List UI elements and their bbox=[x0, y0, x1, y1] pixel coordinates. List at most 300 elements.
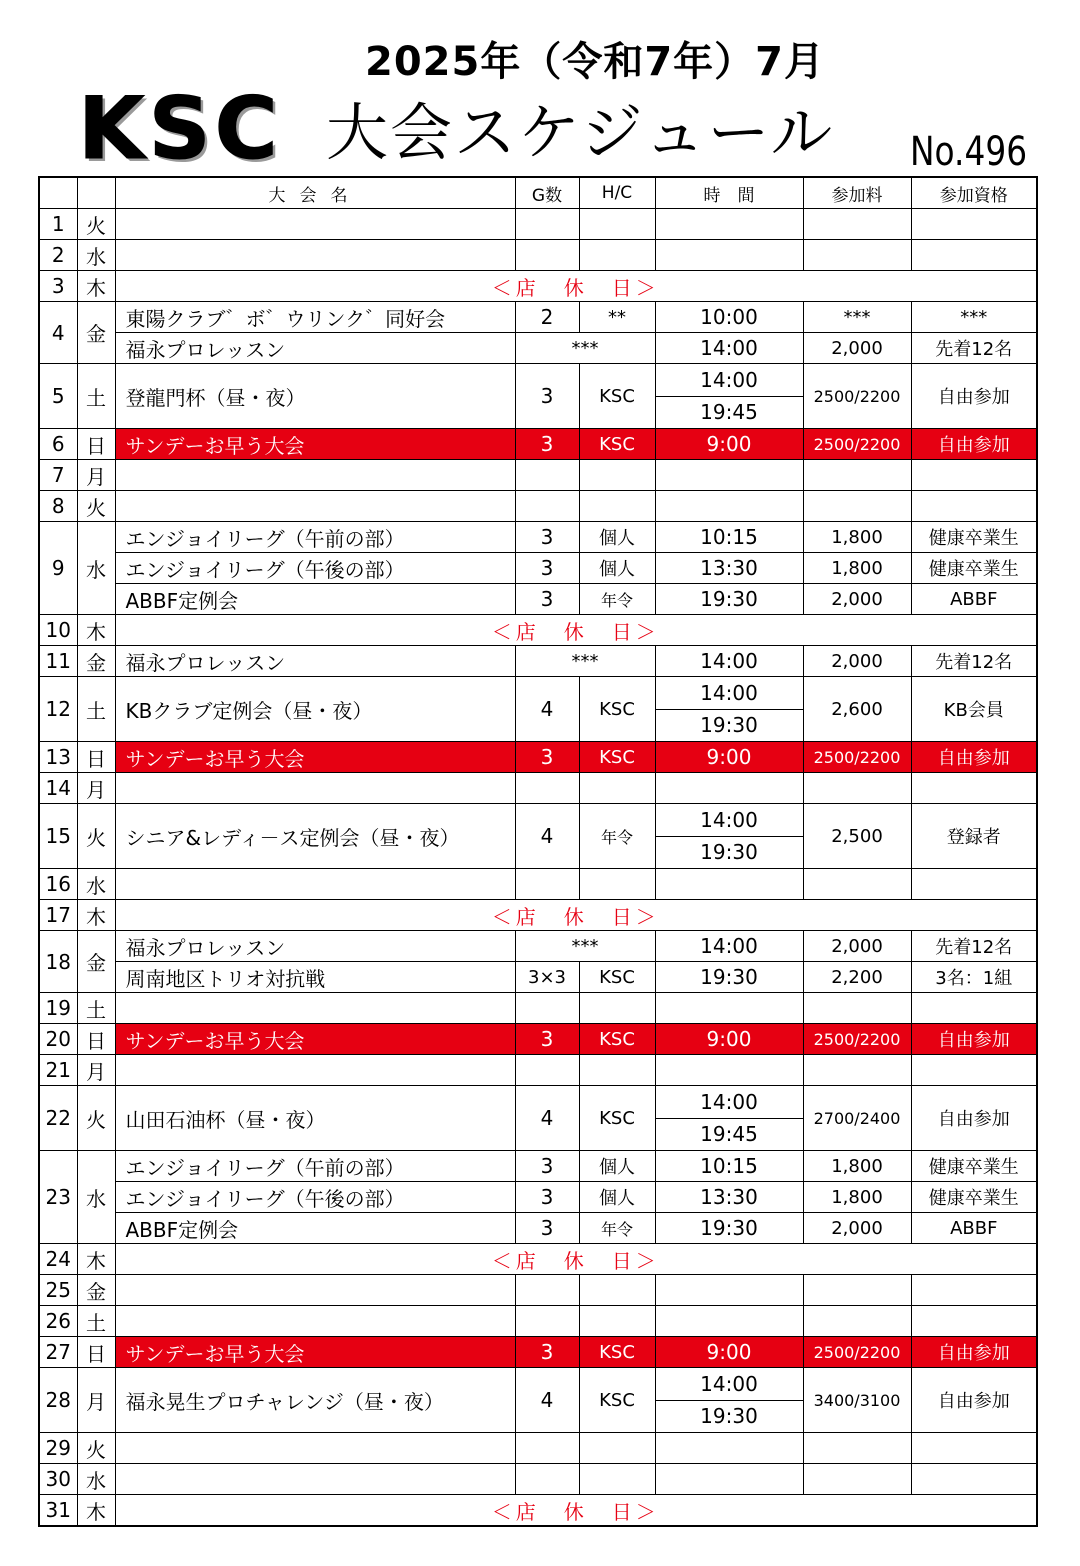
dow-cell: 月 bbox=[77, 1055, 115, 1086]
time-cell: 19:30 bbox=[655, 584, 803, 615]
qual-cell: 自由参加 bbox=[911, 1368, 1037, 1433]
table-row bbox=[39, 584, 1037, 615]
table-row bbox=[39, 993, 1037, 1024]
time-night: 19:30 bbox=[700, 1404, 758, 1429]
time-cell: 9:00 bbox=[655, 742, 803, 773]
dow-cell: 土 bbox=[77, 1306, 115, 1337]
fee-cell: 2,000 bbox=[803, 1213, 911, 1244]
empty-cell bbox=[655, 993, 803, 1024]
empty-cell bbox=[803, 460, 911, 491]
empty-cell bbox=[115, 1055, 515, 1086]
table-row bbox=[39, 900, 1037, 931]
empty-cell bbox=[115, 1275, 515, 1306]
empty-cell bbox=[803, 993, 911, 1024]
dow-cell: 月 bbox=[77, 1368, 115, 1433]
dow-cell: 火 bbox=[77, 804, 115, 869]
games-cell: 3 bbox=[515, 522, 579, 553]
games-cell: 3 bbox=[515, 1151, 579, 1182]
fee-cell: 2500/2200 bbox=[803, 742, 911, 773]
empty-cell bbox=[115, 460, 515, 491]
day-cell: 24 bbox=[39, 1244, 77, 1275]
empty-cell bbox=[515, 1306, 579, 1337]
day-cell: 14 bbox=[39, 773, 77, 804]
dow-cell: 土 bbox=[77, 364, 115, 429]
empty-cell bbox=[515, 460, 579, 491]
table-row bbox=[39, 209, 1037, 240]
table-row bbox=[39, 931, 1037, 962]
time-day: 14:00 bbox=[656, 804, 803, 837]
hc-cell: 個人 bbox=[579, 522, 655, 553]
hc-cell: 年令 bbox=[579, 1213, 655, 1244]
games-hc-cell: *** bbox=[515, 931, 655, 962]
table-row bbox=[39, 1086, 1037, 1151]
day-cell: 19 bbox=[39, 993, 77, 1024]
empty-cell bbox=[655, 773, 803, 804]
day-cell: 8 bbox=[39, 491, 77, 522]
empty-cell bbox=[579, 209, 655, 240]
qual-cell: 健康卒業生 bbox=[911, 1182, 1037, 1213]
empty-cell bbox=[911, 1055, 1037, 1086]
empty-cell bbox=[579, 1306, 655, 1337]
time-cell: 13:30 bbox=[655, 1182, 803, 1213]
games-cell: 2 bbox=[515, 302, 579, 333]
empty-cell bbox=[579, 491, 655, 522]
fee-cell: 2,600 bbox=[803, 677, 911, 742]
event-name: シニア&レディ－ス定例会（昼・夜） bbox=[115, 804, 515, 869]
table-row bbox=[39, 1055, 1037, 1086]
event-name: 山田石油杯（昼・夜） bbox=[115, 1086, 515, 1151]
closed-day-label: ＜店 休 日＞ bbox=[115, 615, 1037, 646]
closed-day-label: ＜店 休 日＞ bbox=[115, 900, 1037, 931]
fee-cell: 1,800 bbox=[803, 1151, 911, 1182]
qual-cell: 健康卒業生 bbox=[911, 522, 1037, 553]
empty-cell bbox=[803, 1464, 911, 1495]
hc-cell: 個人 bbox=[579, 553, 655, 584]
games-cell: 3 bbox=[515, 364, 579, 429]
table-row bbox=[39, 1213, 1037, 1244]
day-cell: 17 bbox=[39, 900, 77, 931]
games-cell: 3 bbox=[515, 1024, 579, 1055]
empty-cell bbox=[515, 773, 579, 804]
hc-cell: KSC bbox=[579, 962, 655, 993]
empty-cell bbox=[579, 1464, 655, 1495]
col-games: G数 bbox=[515, 177, 579, 209]
qual-cell: 自由参加 bbox=[911, 1337, 1037, 1368]
col-hc: H/C bbox=[579, 177, 655, 209]
closed-day-label: ＜店 休 日＞ bbox=[115, 271, 1037, 302]
fee-cell: 2,000 bbox=[803, 646, 911, 677]
dow-cell: 水 bbox=[77, 869, 115, 900]
empty-cell bbox=[579, 1055, 655, 1086]
empty-cell bbox=[515, 240, 579, 271]
table-row-highlight bbox=[39, 1337, 1037, 1368]
table-row bbox=[39, 364, 1037, 429]
time-night: 19:45 bbox=[700, 400, 758, 425]
event-name: サンデーお早う大会 bbox=[115, 1337, 515, 1368]
time-day: 14:00 bbox=[656, 364, 803, 397]
hc-cell: ** bbox=[579, 302, 655, 333]
fee-cell: 2,200 bbox=[803, 962, 911, 993]
table-row bbox=[39, 1275, 1037, 1306]
qual-cell: 自由参加 bbox=[911, 1024, 1037, 1055]
empty-cell bbox=[579, 460, 655, 491]
day-cell: 22 bbox=[39, 1086, 77, 1151]
qual-cell: 健康卒業生 bbox=[911, 553, 1037, 584]
day-cell: 21 bbox=[39, 1055, 77, 1086]
fee-cell: 1,800 bbox=[803, 522, 911, 553]
dow-cell: 木 bbox=[77, 615, 115, 646]
dow-cell: 水 bbox=[77, 522, 115, 615]
day-cell: 1 bbox=[39, 209, 77, 240]
dow-cell: 日 bbox=[77, 429, 115, 460]
day-cell: 27 bbox=[39, 1337, 77, 1368]
event-name: 福永プロレッスン bbox=[115, 931, 515, 962]
table-row bbox=[39, 646, 1037, 677]
time-cell: 10:15 bbox=[655, 522, 803, 553]
table-row bbox=[39, 773, 1037, 804]
empty-cell bbox=[515, 491, 579, 522]
qual-cell: 自由参加 bbox=[911, 429, 1037, 460]
qual-cell: KB会員 bbox=[911, 677, 1037, 742]
day-cell: 20 bbox=[39, 1024, 77, 1055]
empty-cell bbox=[655, 869, 803, 900]
day-cell: 28 bbox=[39, 1368, 77, 1433]
fee-cell: 2500/2200 bbox=[803, 364, 911, 429]
hc-cell: KSC bbox=[579, 1086, 655, 1151]
time-day: 14:00 bbox=[656, 1368, 803, 1401]
empty-cell bbox=[515, 1464, 579, 1495]
empty-cell bbox=[115, 773, 515, 804]
col-fee: 参加料 bbox=[803, 177, 911, 209]
fee-cell: 1,800 bbox=[803, 553, 911, 584]
fee-cell: 2500/2200 bbox=[803, 1337, 911, 1368]
time-day: 14:00 bbox=[656, 677, 803, 710]
dow-cell: 火 bbox=[77, 1433, 115, 1464]
games-cell: 3 bbox=[515, 553, 579, 584]
day-cell: 29 bbox=[39, 1433, 77, 1464]
event-name: 福永プロレッスン bbox=[115, 646, 515, 677]
dow-cell: 日 bbox=[77, 742, 115, 773]
event-name: 福永晃生プロチャレンジ（昼・夜） bbox=[115, 1368, 515, 1433]
day-cell: 3 bbox=[39, 271, 77, 302]
time-cell: 14:00 bbox=[655, 646, 803, 677]
time-cell: 14:00 bbox=[655, 931, 803, 962]
table-row-highlight bbox=[39, 429, 1037, 460]
table-row bbox=[39, 1495, 1037, 1527]
day-cell: 4 bbox=[39, 302, 77, 364]
table-row-highlight bbox=[39, 1024, 1037, 1055]
day-cell: 16 bbox=[39, 869, 77, 900]
time-cell bbox=[655, 1368, 803, 1433]
empty-cell bbox=[803, 773, 911, 804]
empty-cell bbox=[655, 209, 803, 240]
empty-cell bbox=[515, 1275, 579, 1306]
qual-cell: 先着12名 bbox=[911, 333, 1037, 364]
table-row bbox=[39, 522, 1037, 553]
dow-cell: 水 bbox=[77, 1151, 115, 1244]
empty-cell bbox=[911, 240, 1037, 271]
time-cell bbox=[655, 364, 803, 429]
table-row bbox=[39, 1306, 1037, 1337]
empty-cell bbox=[579, 1275, 655, 1306]
table-row bbox=[39, 1464, 1037, 1495]
empty-cell bbox=[515, 209, 579, 240]
empty-cell bbox=[115, 1433, 515, 1464]
fee-cell: 2700/2400 bbox=[803, 1086, 911, 1151]
day-cell: 30 bbox=[39, 1464, 77, 1495]
table-row bbox=[39, 302, 1037, 333]
empty-cell bbox=[579, 1433, 655, 1464]
table-row bbox=[39, 333, 1037, 364]
col-qual: 参加資格 bbox=[911, 177, 1037, 209]
table-row bbox=[39, 615, 1037, 646]
table-row bbox=[39, 804, 1037, 869]
games-cell: 4 bbox=[515, 677, 579, 742]
event-name: エンジョイリーグ（午後の部） bbox=[115, 553, 515, 584]
hc-cell: 個人 bbox=[579, 1151, 655, 1182]
table-row-highlight bbox=[39, 742, 1037, 773]
event-name: KBクラブ定例会（昼・夜） bbox=[115, 677, 515, 742]
time-night: 19:30 bbox=[700, 840, 758, 865]
schedule-table bbox=[38, 176, 1038, 1527]
fee-cell: 1,800 bbox=[803, 1182, 911, 1213]
empty-cell bbox=[515, 869, 579, 900]
time-cell bbox=[655, 1086, 803, 1151]
empty-cell bbox=[803, 1275, 911, 1306]
empty-cell bbox=[655, 491, 803, 522]
table-row bbox=[39, 677, 1037, 742]
dow-cell: 土 bbox=[77, 677, 115, 742]
event-name: ABBF定例会 bbox=[115, 1213, 515, 1244]
empty-cell bbox=[655, 1306, 803, 1337]
qual-cell: *** bbox=[911, 302, 1037, 333]
hc-cell: 年令 bbox=[579, 804, 655, 869]
time-cell: 14:00 bbox=[655, 333, 803, 364]
qual-cell: 先着12名 bbox=[911, 931, 1037, 962]
dow-cell: 水 bbox=[77, 1464, 115, 1495]
empty-cell bbox=[911, 491, 1037, 522]
time-night: 19:30 bbox=[700, 713, 758, 738]
empty-cell bbox=[515, 1433, 579, 1464]
table-row bbox=[39, 1433, 1037, 1464]
table-row bbox=[39, 271, 1037, 302]
closed-day-label: ＜店 休 日＞ bbox=[115, 1244, 1037, 1275]
event-name: エンジョイリーグ（午前の部） bbox=[115, 1151, 515, 1182]
empty-cell bbox=[115, 993, 515, 1024]
time-cell: 9:00 bbox=[655, 429, 803, 460]
day-cell: 25 bbox=[39, 1275, 77, 1306]
empty-cell bbox=[803, 869, 911, 900]
time-cell: 19:30 bbox=[655, 1213, 803, 1244]
day-cell: 15 bbox=[39, 804, 77, 869]
qual-cell: 自由参加 bbox=[911, 742, 1037, 773]
event-name: 東陽クラブ゛ボ゛ウリンク゛同好会 bbox=[115, 302, 515, 333]
hc-cell: KSC bbox=[579, 742, 655, 773]
empty-cell bbox=[803, 491, 911, 522]
empty-cell bbox=[803, 240, 911, 271]
empty-cell bbox=[579, 773, 655, 804]
games-cell: 4 bbox=[515, 1086, 579, 1151]
fee-cell: *** bbox=[803, 302, 911, 333]
empty-cell bbox=[911, 773, 1037, 804]
fee-cell: 2,000 bbox=[803, 584, 911, 615]
dow-cell: 水 bbox=[77, 240, 115, 271]
dow-cell: 木 bbox=[77, 271, 115, 302]
closed-day-label: ＜店 休 日＞ bbox=[115, 1495, 1037, 1527]
games-cell: 3 bbox=[515, 742, 579, 773]
dow-cell: 木 bbox=[77, 900, 115, 931]
issue-number: No.496 bbox=[910, 129, 1028, 175]
empty-cell bbox=[515, 993, 579, 1024]
time-cell bbox=[655, 677, 803, 742]
games-hc-cell: *** bbox=[515, 646, 655, 677]
fee-cell: 2,500 bbox=[803, 804, 911, 869]
time-cell: 10:15 bbox=[655, 1151, 803, 1182]
day-cell: 26 bbox=[39, 1306, 77, 1337]
table-row bbox=[39, 460, 1037, 491]
time-cell: 9:00 bbox=[655, 1337, 803, 1368]
qual-cell: 3名：1組 bbox=[911, 962, 1037, 993]
dow-cell: 火 bbox=[77, 491, 115, 522]
table-row bbox=[39, 1182, 1037, 1213]
day-cell: 18 bbox=[39, 931, 77, 993]
time-cell: 10:00 bbox=[655, 302, 803, 333]
games-cell: 3×3 bbox=[515, 962, 579, 993]
hc-cell: KSC bbox=[579, 1368, 655, 1433]
empty-cell bbox=[911, 460, 1037, 491]
empty-cell bbox=[911, 1275, 1037, 1306]
empty-cell bbox=[655, 1464, 803, 1495]
empty-cell bbox=[579, 869, 655, 900]
col-time: 時 間 bbox=[655, 177, 803, 209]
dow-cell: 土 bbox=[77, 993, 115, 1024]
empty-cell bbox=[115, 1464, 515, 1495]
col-dow bbox=[77, 177, 115, 209]
page-title: 大会スケジュール bbox=[326, 96, 835, 169]
table-row bbox=[39, 553, 1037, 584]
time-cell: 19:30 bbox=[655, 962, 803, 993]
empty-cell bbox=[911, 993, 1037, 1024]
event-name: エンジョイリーグ（午前の部） bbox=[115, 522, 515, 553]
empty-cell bbox=[803, 1306, 911, 1337]
hc-cell: 個人 bbox=[579, 1182, 655, 1213]
day-cell: 6 bbox=[39, 429, 77, 460]
event-name: サンデーお早う大会 bbox=[115, 1024, 515, 1055]
empty-cell bbox=[579, 240, 655, 271]
table-row bbox=[39, 1244, 1037, 1275]
hc-cell: KSC bbox=[579, 1024, 655, 1055]
day-cell: 10 bbox=[39, 615, 77, 646]
table-row bbox=[39, 962, 1037, 993]
empty-cell bbox=[911, 1306, 1037, 1337]
games-cell: 3 bbox=[515, 1213, 579, 1244]
day-cell: 2 bbox=[39, 240, 77, 271]
empty-cell bbox=[803, 1433, 911, 1464]
header-row bbox=[39, 177, 1037, 209]
empty-cell bbox=[803, 209, 911, 240]
event-name: 登龍門杯（昼・夜） bbox=[115, 364, 515, 429]
time-cell: 13:30 bbox=[655, 553, 803, 584]
table-row bbox=[39, 1151, 1037, 1182]
fee-cell: 2,000 bbox=[803, 333, 911, 364]
table-row bbox=[39, 1368, 1037, 1433]
event-name: 周南地区トリオ対抗戦 bbox=[115, 962, 515, 993]
event-name: 福永プロレッスン bbox=[115, 333, 515, 364]
dow-cell: 月 bbox=[77, 460, 115, 491]
games-cell: 3 bbox=[515, 1182, 579, 1213]
empty-cell bbox=[911, 1433, 1037, 1464]
empty-cell bbox=[115, 240, 515, 271]
table-row bbox=[39, 240, 1037, 271]
table-row bbox=[39, 869, 1037, 900]
games-hc-cell: *** bbox=[515, 333, 655, 364]
day-cell: 7 bbox=[39, 460, 77, 491]
games-cell: 4 bbox=[515, 1368, 579, 1433]
dow-cell: 火 bbox=[77, 209, 115, 240]
time-night: 19:45 bbox=[700, 1122, 758, 1147]
qual-cell: 健康卒業生 bbox=[911, 1151, 1037, 1182]
col-day bbox=[39, 177, 77, 209]
dow-cell: 火 bbox=[77, 1086, 115, 1151]
event-name: エンジョイリーグ（午後の部） bbox=[115, 1182, 515, 1213]
hc-cell: KSC bbox=[579, 677, 655, 742]
dow-cell: 金 bbox=[77, 931, 115, 993]
games-cell: 3 bbox=[515, 429, 579, 460]
empty-cell bbox=[655, 240, 803, 271]
dow-cell: 金 bbox=[77, 302, 115, 364]
empty-cell bbox=[515, 1055, 579, 1086]
fee-cell: 2500/2200 bbox=[803, 429, 911, 460]
day-cell: 11 bbox=[39, 646, 77, 677]
qual-cell: ABBF bbox=[911, 584, 1037, 615]
day-cell: 5 bbox=[39, 364, 77, 429]
qual-cell: 先着12名 bbox=[911, 646, 1037, 677]
time-cell: 9:00 bbox=[655, 1024, 803, 1055]
dow-cell: 金 bbox=[77, 646, 115, 677]
empty-cell bbox=[655, 460, 803, 491]
hc-cell: 年令 bbox=[579, 584, 655, 615]
day-cell: 23 bbox=[39, 1151, 77, 1244]
qual-cell: 登録者 bbox=[911, 804, 1037, 869]
ksc-logo: KSC bbox=[78, 79, 282, 179]
event-name: ABBF定例会 bbox=[115, 584, 515, 615]
empty-cell bbox=[655, 1433, 803, 1464]
day-cell: 12 bbox=[39, 677, 77, 742]
empty-cell bbox=[911, 1464, 1037, 1495]
qual-cell: 自由参加 bbox=[911, 1086, 1037, 1151]
empty-cell bbox=[579, 993, 655, 1024]
hc-cell: KSC bbox=[579, 1337, 655, 1368]
qual-cell: ABBF bbox=[911, 1213, 1037, 1244]
dow-cell: 月 bbox=[77, 773, 115, 804]
hc-cell: KSC bbox=[579, 429, 655, 460]
event-name: サンデーお早う大会 bbox=[115, 742, 515, 773]
dow-cell: 日 bbox=[77, 1024, 115, 1055]
page-subtitle: 2025年（令和7年）7月 bbox=[365, 39, 825, 85]
qual-cell: 自由参加 bbox=[911, 364, 1037, 429]
empty-cell bbox=[911, 869, 1037, 900]
empty-cell bbox=[655, 1275, 803, 1306]
dow-cell: 金 bbox=[77, 1275, 115, 1306]
time-day: 14:00 bbox=[656, 1086, 803, 1119]
table-row bbox=[39, 491, 1037, 522]
empty-cell bbox=[115, 491, 515, 522]
empty-cell bbox=[911, 209, 1037, 240]
day-cell: 9 bbox=[39, 522, 77, 615]
empty-cell bbox=[115, 1306, 515, 1337]
fee-cell: 2500/2200 bbox=[803, 1024, 911, 1055]
games-cell: 4 bbox=[515, 804, 579, 869]
